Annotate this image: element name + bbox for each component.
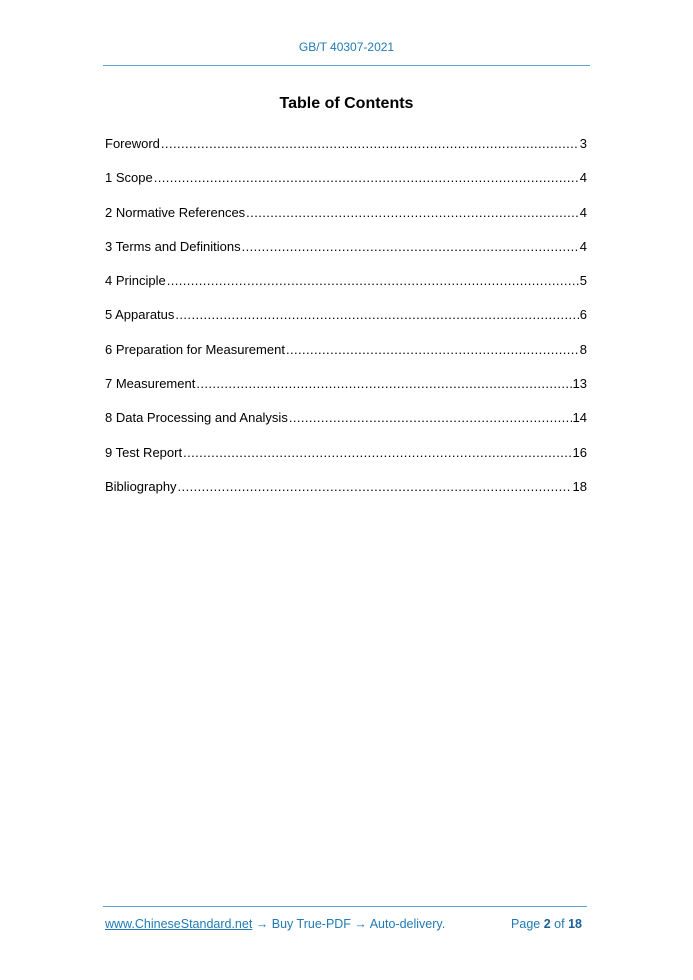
page-of-label: of bbox=[554, 917, 565, 931]
document-code: GB/T 40307-2021 bbox=[298, 40, 395, 54]
toc-entry-label: 8 Data Processing and Analysis bbox=[105, 410, 288, 426]
toc-entry-principle[interactable] bbox=[105, 273, 587, 307]
toc-entry-page: 18 bbox=[572, 478, 587, 494]
toc-entry-label: Foreword bbox=[105, 136, 160, 151]
toc-entry-label: 5 Apparatus bbox=[105, 307, 175, 323]
dot-leader bbox=[154, 170, 579, 186]
website-link[interactable]: www.ChineseStandard.net bbox=[105, 917, 253, 931]
toc-entry-label: 2 Normative References bbox=[105, 204, 246, 220]
footer-divider bbox=[103, 906, 587, 907]
toc-entry-page: 8 bbox=[579, 341, 587, 357]
toc-entry-bibliography[interactable] bbox=[105, 479, 587, 513]
header-divider bbox=[103, 65, 590, 66]
toc-entry-preparation[interactable] bbox=[105, 342, 587, 376]
dot-leader bbox=[289, 410, 572, 426]
toc-entry-measurement[interactable] bbox=[105, 376, 587, 410]
toc-entry-label: 6 Preparation for Measurement bbox=[105, 341, 285, 357]
toc-entry-label: 9 Test Report bbox=[105, 444, 183, 460]
dot-leader bbox=[178, 479, 572, 495]
dot-leader bbox=[196, 376, 571, 392]
table-of-contents bbox=[105, 136, 587, 513]
toc-title: Table of Contents bbox=[279, 95, 414, 112]
page-footer bbox=[105, 917, 587, 931]
dot-leader bbox=[286, 342, 579, 358]
current-page-number: 2 bbox=[543, 917, 551, 931]
toc-entry-label: 4 Principle bbox=[105, 273, 166, 289]
page-number-indicator bbox=[511, 917, 582, 931]
toc-entry-page: 4 bbox=[579, 204, 587, 220]
toc-entry-page: 13 bbox=[572, 376, 587, 392]
toc-entry-label: 3 Terms and Definitions bbox=[105, 238, 241, 254]
toc-entry-page: 16 bbox=[572, 444, 587, 460]
toc-entry-label: 7 Measurement bbox=[105, 376, 196, 392]
dot-leader bbox=[167, 273, 579, 289]
toc-entry-page: 14 bbox=[572, 410, 587, 426]
toc-entry-page: 6 bbox=[579, 307, 587, 323]
toc-entry-data-processing[interactable] bbox=[105, 410, 587, 444]
dot-leader bbox=[161, 136, 579, 152]
toc-entry-normative-references[interactable] bbox=[105, 205, 587, 239]
footer-tagline: → Buy True-PDF → Auto-delivery. bbox=[252, 917, 446, 931]
dot-leader bbox=[246, 205, 579, 221]
toc-entry-scope[interactable] bbox=[105, 170, 587, 204]
toc-entry-test-report[interactable] bbox=[105, 445, 587, 479]
total-pages-number: 18 bbox=[568, 917, 582, 931]
page-label: Page bbox=[511, 917, 541, 931]
dot-leader bbox=[242, 239, 579, 255]
toc-entry-page: 4 bbox=[579, 170, 587, 186]
toc-entry-page: 4 bbox=[579, 238, 587, 254]
toc-entry-foreword[interactable] bbox=[105, 136, 587, 170]
toc-entry-page: 5 bbox=[579, 273, 587, 289]
toc-entry-label: Bibliography bbox=[105, 478, 177, 494]
toc-entry-apparatus[interactable] bbox=[105, 307, 587, 341]
toc-entry-terms-definitions[interactable] bbox=[105, 239, 587, 273]
dot-leader bbox=[175, 307, 578, 323]
dot-leader bbox=[183, 445, 571, 461]
toc-entry-page: 3 bbox=[579, 136, 587, 151]
toc-entry-label: 1 Scope bbox=[105, 170, 153, 186]
